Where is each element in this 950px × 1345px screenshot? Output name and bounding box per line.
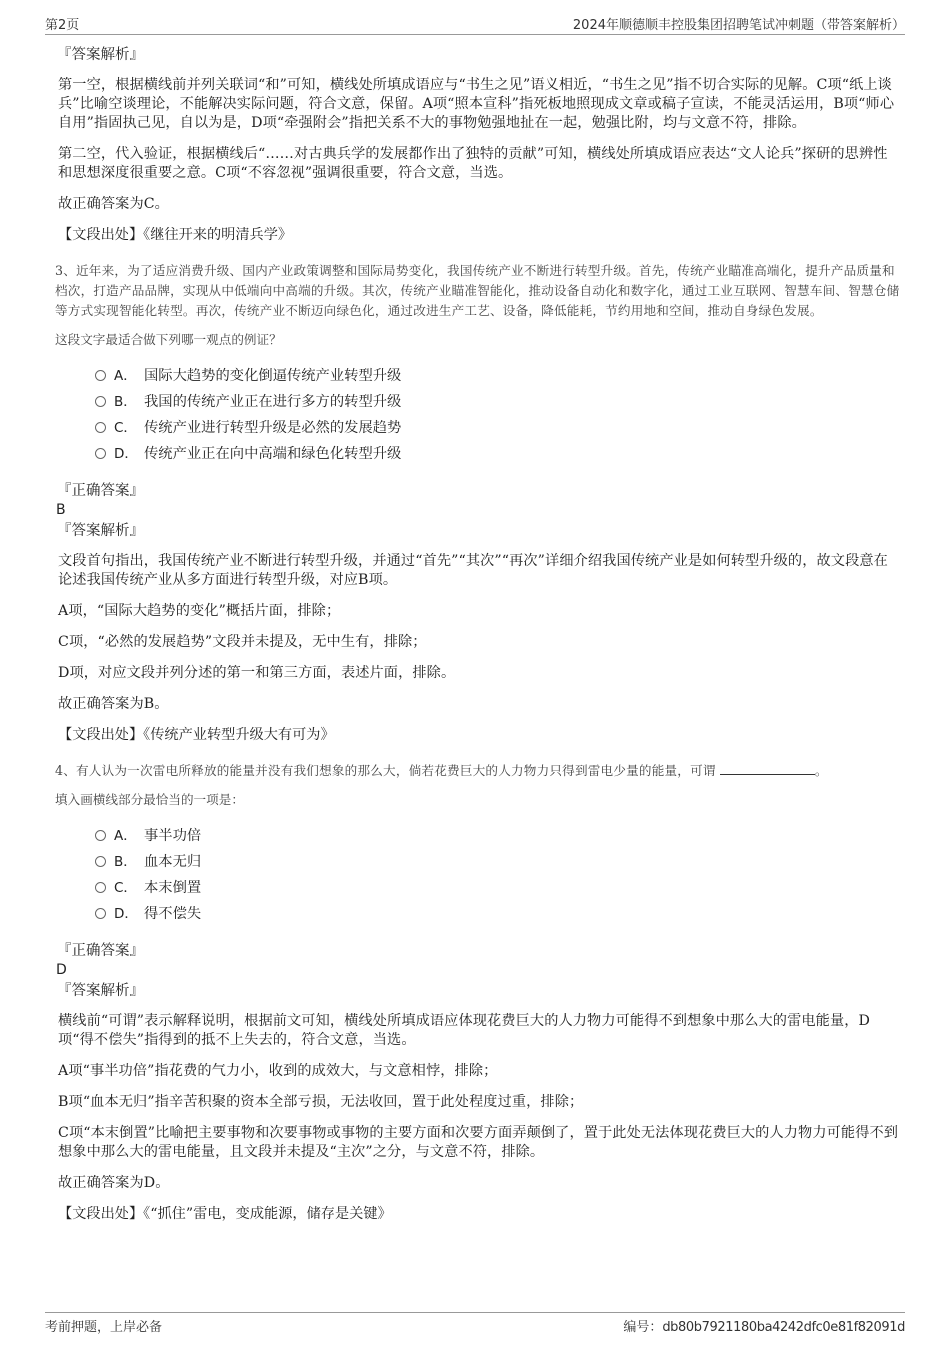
correct-answer: D xyxy=(56,962,67,978)
analysis-paragraph: 第一空，根据横线前并列关联词“和”可知，横线处所填成语应与“书生之见”语义相近，“书生之见”指不切合实际的见解。C项“纸上谈兵”比喻空谈理论，不能解决实际问题，符合文意，保留。A项“照本宣科”指死板地照现成文章或稿子宣读，不能灵活运用，B项“师心自用”指固执己见，自以为是，D项“牵强附会”指把关系不大的事物勉强地扯在一起，勉强比附，均与文意不符，排除。 xyxy=(58,77,895,131)
option-d[interactable] xyxy=(95,901,900,927)
analysis-paragraph: C项“本末倒置”比喻把主要事物和次要事物或事物的主要方面和次要方面弄颠倒了，置于此处无法体现花费巨大的人力物力可能得不到想象中那么大的雷电能量，且文段并未提及“主次”之分，与文意不符，排除。 xyxy=(58,1125,899,1160)
radio-button-icon[interactable] xyxy=(95,396,106,407)
page-number: 第2页 xyxy=(45,18,80,33)
analysis-paragraph: D项，对应文段并列分述的第一和第三方面，表述片面，排除。 xyxy=(58,665,456,681)
document-body xyxy=(55,45,900,1240)
option-letter: B． xyxy=(114,854,137,870)
radio-button-icon[interactable] xyxy=(95,448,106,459)
answer-blank xyxy=(720,762,815,775)
question-prompt: 这段文字最适合做下列哪一观点的例证？ xyxy=(55,332,282,347)
option-list xyxy=(95,363,900,467)
document-code: 编号：db80b7921180ba4242dfc0e81f82091d xyxy=(623,1320,905,1335)
question-stem: 4、有人认为一次雷电所释放的能量并没有我们想象的那么大，倘若花费巨大的人力物力只得到雷电少量的能量，可谓 。 xyxy=(55,763,828,778)
analysis-paragraph: 文段首句指出，我国传统产业不断进行转型升级，并通过“首先”“其次”“再次”详细介绍我国传统产业是如何转型升级的，故文段意在论述我国传统产业从多方面进行转型升级，对应B项。 xyxy=(58,553,888,588)
radio-button-icon[interactable] xyxy=(95,882,106,893)
analysis-label: 『答案解析』 xyxy=(57,983,144,999)
question-4 xyxy=(55,761,900,1224)
option-a[interactable] xyxy=(95,823,900,849)
radio-button-icon[interactable] xyxy=(95,370,106,381)
analysis-conclusion: 故正确答案为B。 xyxy=(58,696,169,712)
source-citation: 【文段出处】《传统产业转型升级大有可为》 xyxy=(58,727,335,743)
option-text: 事半功倍 xyxy=(144,828,202,844)
option-letter: B． xyxy=(114,394,137,410)
analysis-label: 『答案解析』 xyxy=(57,47,144,63)
analysis-paragraph: A项，“国际大趋势的变化”概括片面，排除； xyxy=(58,603,341,619)
question-stem: 3、近年来，为了适应消费升级、国内产业政策调整和国际局势变化，我国传统产业不断进行转型升级。首先，传统产业瞄准高端化，提升产品质量和档次，打造产品品牌，实现从中低端向中高端的升级。其次，传统产业瞄准智能化，推动设备自动化和数字化，通过工业互联网、智慧车间、智慧仓储等方式实现智能化转型。再次，传统产业不断迈向绿色化，通过改进生产工艺、设备，降低能耗，节约用地和空间，推动自身绿色发展。 xyxy=(55,263,900,318)
correct-answer-label: 『正确答案』 xyxy=(57,483,144,499)
option-letter: A． xyxy=(114,828,137,844)
page-footer xyxy=(45,1312,905,1333)
option-text: 血本无归 xyxy=(144,854,202,870)
option-list xyxy=(95,823,900,927)
source-citation: 【文段出处】《继往开来的明清兵学》 xyxy=(58,227,293,243)
analysis-paragraph: B项“血本无归”指辛苦积聚的资本全部亏损，无法收回，置于此处程度过重，排除； xyxy=(58,1094,584,1110)
option-c[interactable] xyxy=(95,415,900,441)
radio-button-icon[interactable] xyxy=(95,856,106,867)
option-letter: A． xyxy=(114,368,137,384)
radio-button-icon[interactable] xyxy=(95,830,106,841)
analysis-paragraph: C项，“必然的发展趋势”文段并未提及，无中生有，排除； xyxy=(58,634,427,650)
option-letter: D． xyxy=(114,906,138,922)
option-text: 传统产业正在向中高端和绿色化转型升级 xyxy=(144,446,402,462)
question-prompt: 填入画横线部分最恰当的一项是： xyxy=(55,792,244,807)
option-letter: C． xyxy=(114,880,137,896)
analysis-conclusion: 故正确答案为D。 xyxy=(58,1175,170,1191)
question-3 xyxy=(55,261,900,745)
option-text: 得不偿失 xyxy=(144,906,202,922)
correct-answer-label: 『正确答案』 xyxy=(57,943,144,959)
option-text: 国际大趋势的变化倒逼传统产业转型升级 xyxy=(144,368,402,384)
analysis-paragraph: 第二空，代入验证，根据横线后“……对古典兵学的发展都作出了独特的贡献”可知，横线处所填成语应表达“文人论兵”探研的思辨性和思想深度很重要之意。C项“不容忽视”强调很重要，符合文意，当选。 xyxy=(58,146,888,181)
analysis-conclusion: 故正确答案为C。 xyxy=(58,196,169,212)
analysis-paragraph: 横线前“可谓”表示解释说明，根据前文可知，横线处所填成语应体现花费巨大的人力物力可能得不到想象中那么大的雷电能量，D项“得不偿失”指得到的抵不上失去的，符合文意，当选。 xyxy=(58,1013,870,1048)
page-header xyxy=(45,12,905,35)
correct-answer: B xyxy=(56,502,66,518)
option-d[interactable] xyxy=(95,441,900,467)
footer-slogan: 考前押题，上岸必备 xyxy=(45,1320,163,1335)
option-letter: D． xyxy=(114,446,138,462)
option-text: 传统产业进行转型升级是必然的发展趋势 xyxy=(144,420,402,436)
option-c[interactable] xyxy=(95,875,900,901)
option-b[interactable] xyxy=(95,389,900,415)
radio-button-icon[interactable] xyxy=(95,422,106,433)
question-2-analysis xyxy=(55,45,900,245)
option-b[interactable] xyxy=(95,849,900,875)
source-citation: 【文段出处】《“抓住”雷电，变成能源，储存是关键》 xyxy=(58,1206,392,1222)
document-title: 2024年顺德顺丰控股集团招聘笔试冲刺题（带答案解析） xyxy=(572,18,905,33)
analysis-paragraph: A项“事半功倍”指花费的气力小，收到的成效大，与文意相悖，排除； xyxy=(58,1063,498,1079)
option-a[interactable] xyxy=(95,363,900,389)
analysis-label: 『答案解析』 xyxy=(57,523,144,539)
option-text: 我国的传统产业正在进行多方的转型升级 xyxy=(144,394,402,410)
radio-button-icon[interactable] xyxy=(95,908,106,919)
option-letter: C． xyxy=(114,420,137,436)
option-text: 本末倒置 xyxy=(144,880,202,896)
